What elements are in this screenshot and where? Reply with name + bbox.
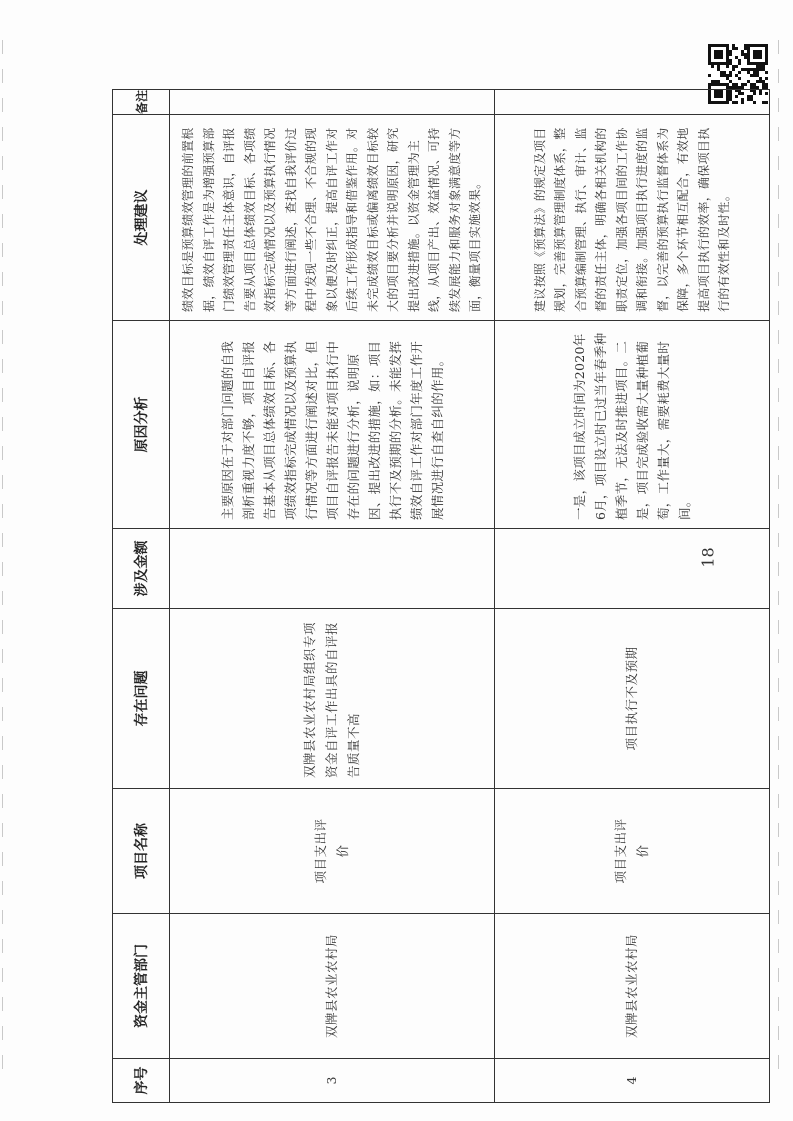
qr-module [765,77,768,80]
scan-edge-marks-left [2,40,8,1100]
table-row [495,90,770,1103]
header-project: 项目名称 [113,789,170,914]
scan-edge-mark [2,939,8,953]
row-dept-text: 双牌县农业农村局 [324,934,339,1039]
scan-edge-mark [2,736,8,750]
scan-edge-mark [778,272,784,286]
scan-edge-mark [778,446,784,460]
qr-module [765,62,768,65]
scan-edge-mark [778,475,784,489]
row-suggestion [170,115,495,321]
scan-edge-mark [2,156,8,170]
row-project-text: 项目支出评价 [613,818,650,884]
header-problem: 存在问题 [113,609,170,789]
scan-edge-mark [778,98,784,112]
qr-module [765,71,768,74]
table-row [170,90,495,1103]
scan-edge-mark [778,881,784,895]
row-suggestion [495,115,770,321]
scan-edge-mark [2,1055,8,1069]
scan-edge-mark [2,794,8,808]
scan-edge-mark [2,649,8,663]
header-suggestion: 处理建议 [113,115,170,321]
scan-edge-mark [778,301,784,315]
row-problem-text: 双牌县农业农村局组织专项资金自评工作出具的自评报告质量不高 [302,621,361,778]
row-amount [170,529,495,609]
scan-edge-mark [778,533,784,547]
scan-edge-mark [778,649,784,663]
scan-edge-mark [778,185,784,199]
header-amount: 涉及金额 [113,529,170,609]
scan-edge-mark [778,156,784,170]
scan-edge-mark [2,765,8,779]
table-header-row [113,90,170,1103]
header-remarks: 备注 [113,90,170,115]
scan-edge-mark [2,69,8,83]
scan-edge-mark [2,243,8,257]
scan-edge-mark [778,794,784,808]
scan-edge-mark [2,620,8,634]
qr-module [744,83,747,86]
page-number: 18 [698,547,718,568]
scan-edge-mark [778,707,784,721]
row-seq: 3 [170,1059,495,1103]
qr-module [726,65,729,68]
row-suggestion-text: 建议按照《预算法》的规定及项目规划，完善预算管理制度体系，整合预算编制管理、执行、审计、监督的责任主体，明确各相关机构的职责定位，加强各项目间的工作协调和衔接。加强项目执行进度的监督，以完善的预算执行监督体系为保障，多个环节相互配合，有效地提高项目执行的效率，确保项目执行的有效性和及时性。 [532,127,731,312]
qr-module [738,71,741,74]
row-amount [495,529,770,609]
scan-edge-mark [2,997,8,1011]
scan-edge-mark [2,446,8,460]
scan-edge-mark [778,562,784,576]
scan-edge-mark [2,330,8,344]
scan-edge-mark [778,823,784,837]
scan-edge-mark [778,40,784,54]
scan-edge-mark [2,185,8,199]
row-problem [170,609,495,789]
scan-edge-mark [2,272,8,286]
scan-edge-mark [778,127,784,141]
qr-module [729,53,732,56]
scan-edge-mark [2,678,8,692]
scan-edge-mark [2,98,8,112]
scan-edge-mark [778,1055,784,1069]
rotated-table-wrapper [112,90,768,1103]
scan-edge-mark [2,910,8,924]
scan-edge-mark [778,591,784,605]
row-remarks [495,90,770,115]
qr-module [735,65,738,68]
scan-edge-mark [2,40,8,54]
scan-edge-mark [778,330,784,344]
qr-module [759,56,762,59]
scan-edge-mark [2,388,8,402]
scan-edge-mark [778,504,784,518]
scan-edge-mark [2,417,8,431]
row-seq: 4 [495,1059,770,1103]
scan-edge-mark [2,533,8,547]
row-project [495,789,770,914]
scan-edge-mark [2,127,8,141]
row-project-text: 项目支出评价 [313,818,350,884]
row-cause-text: 主要原因在于对部门问题的自我剖析重视力度不够，项目自评报告基本从项目总体绩效目标、各项绩效指标完成情况以及预算执行情况等方面进行阐述对比，但项目自评报告未能对项目执行中存在的问题进行分析，说明原因、提出改进的措施，如：项目执行不及预期的分析。未能发挥绩效自评工作对部门年度工作开展情况进行自查自纠的作用。 [219,340,445,520]
row-cause [495,321,770,529]
scan-edge-mark [778,765,784,779]
qr-module [732,68,735,71]
scan-edge-mark [778,852,784,866]
scan-edge-mark [2,504,8,518]
qr-module [729,74,732,77]
scan-edge-mark [778,678,784,692]
scan-edge-mark [2,707,8,721]
scan-edge-mark [2,968,8,982]
scan-edge-mark [778,910,784,924]
row-problem [495,609,770,789]
scan-edge-mark [2,591,8,605]
scan-edge-mark [778,968,784,982]
row-cause [170,321,495,529]
scan-edge-mark [778,417,784,431]
scan-edge-mark [2,881,8,895]
scan-edge-mark [778,736,784,750]
header-dept: 资金主管部门 [113,914,170,1059]
qr-module [720,56,723,59]
scan-edge-mark [778,69,784,83]
qr-module [708,74,711,77]
qr-module [735,47,738,50]
scan-edge-mark [778,620,784,634]
scan-edge-mark [2,214,8,228]
scan-edge-mark [778,1026,784,1040]
header-cause: 原因分析 [113,321,170,529]
row-dept [170,914,495,1059]
scan-edge-mark [2,823,8,837]
scan-edge-mark [778,388,784,402]
scan-edge-mark [778,939,784,953]
row-dept [495,914,770,1059]
scan-edge-mark [2,562,8,576]
scan-edge-mark [2,301,8,315]
scan-edge-marks-right [778,40,784,1100]
row-cause-text: 一是，该项目成立时间为2020年6月，项目设立时已过当年春季种植季节，无法及时推进项目。二是，项目完成验收需大量种植葡萄，工作量大，需要耗费大量时间。 [572,332,692,520]
scan-edge-mark [2,852,8,866]
row-project [170,789,495,914]
scan-edge-mark [2,359,8,373]
row-suggestion-text: 绩效目标是预算绩效管理的前置根据，绩效自评工作是为增强预算部门绩效管理责任主体意识，自评报告要从项目总体绩效目标、各项绩效指标完成情况以及预算执行情况等方面进行阐述，查找自我评价过程中发现一些不合理、不合规的现象以便及时纠正，提高自评工作对后续工作形成指导和借鉴作用。对未完成绩效目标或偏离绩效目标较大的项目要分析并说明原因，研究提出改进措施。以资金管理为主线，从项目产出、效益情况、可持续发展能力和服务对象满意度等方面，衡量项目实施效果。 [181,127,483,312]
scan-edge-mark [2,475,8,489]
qr-module [738,77,741,80]
scan-edge-mark [778,243,784,257]
issues-table [112,89,770,1103]
qr-module [738,62,741,65]
scan-edge-mark [778,359,784,373]
scan-edge-mark [778,997,784,1011]
scan-edge-mark [778,214,784,228]
scan-edge-mark [2,1026,8,1040]
qr-module [711,65,714,68]
header-seq: 序号 [113,1059,170,1103]
row-remarks [170,90,495,115]
row-problem-text: 项目执行不及预期 [624,646,639,751]
row-dept-text: 双牌县农业农村局 [624,934,639,1039]
